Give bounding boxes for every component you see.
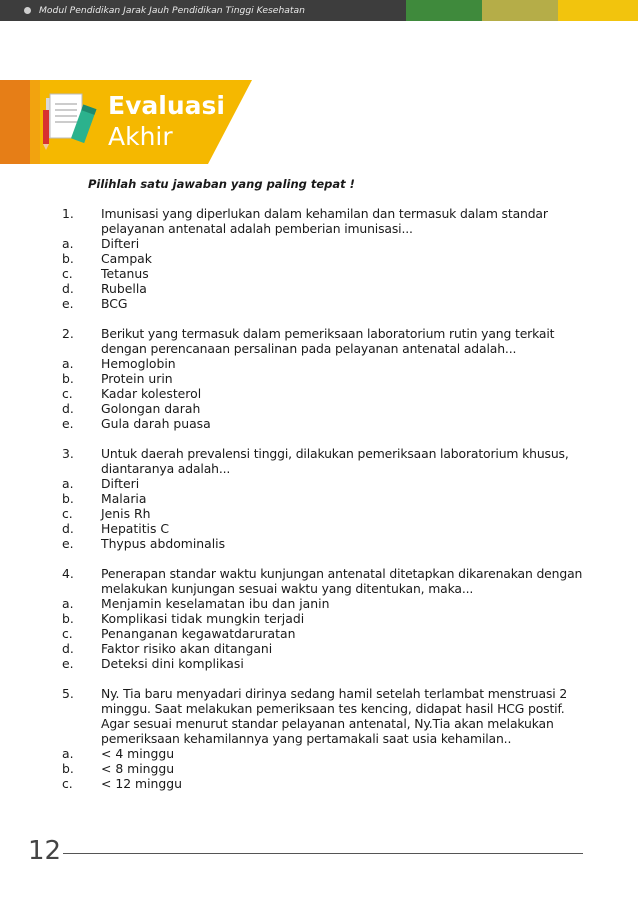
question-number: 4. [62,566,74,581]
question-4 [62,566,592,671]
header-bar [0,0,638,21]
option-item [62,401,592,416]
option-text: < 4 minggu [101,746,175,761]
option-text: Penanganan kegawatdaruratan [101,626,296,641]
option-text: Hepatitis C [101,521,170,536]
option-text: Protein urin [101,371,173,386]
option-text: Tetanus [101,266,149,281]
option-item [62,506,592,521]
banner-title: Evaluasi [108,91,225,120]
option-item [62,656,592,671]
question-number: 2. [62,326,74,341]
option-item [62,386,592,401]
option-item [62,641,592,656]
option-letter: c. [62,386,73,401]
option-letter: a. [62,746,74,761]
option-text: Faktor risiko akan ditangani [101,641,273,656]
question-list [62,206,592,806]
option-letter: a. [62,596,74,611]
option-item [62,596,592,611]
option-item [62,611,592,626]
option-text: < 12 minggu [101,776,182,791]
question-stem [62,446,592,476]
option-letter: a. [62,476,74,491]
option-letter: c. [62,776,73,791]
question-stem [62,326,592,356]
question-text: Imunisasi yang diperlukan dalam kehamilan dan termasuk dalam standar pelayanan antenatal adalah pemberian imunisasi... [101,206,548,236]
option-text: Malaria [101,491,147,506]
question-number: 5. [62,686,74,701]
option-letter: c. [62,626,73,641]
option-item [62,746,592,761]
option-item [62,236,592,251]
option-item [62,296,592,311]
question-5 [62,686,592,791]
option-text: Menjamin keselamatan ibu dan janin [101,596,330,611]
option-item [62,371,592,386]
option-item [62,491,592,506]
option-text: Jenis Rh [101,506,151,521]
question-text: Untuk daerah prevalensi tinggi, dilakukan pemeriksaan laboratorium khusus, diantaranya adalah... [101,446,569,476]
option-item [62,776,592,791]
header-olive-segment [482,0,558,21]
page-number: 12 [28,836,62,866]
banner-subtitle: Akhir [108,122,173,151]
option-item [62,536,592,551]
option-letter: b. [62,611,74,626]
option-item [62,356,592,371]
question-number: 3. [62,446,74,461]
option-text: Rubella [101,281,147,296]
question-number: 1. [62,206,74,221]
option-item [62,251,592,266]
header-yellow-segment [558,0,638,21]
header-title: Modul Pendidikan Jarak Jauh Pendidikan Tinggi Kesehatan [39,5,305,16]
header-dark-segment [0,0,406,21]
option-letter: d. [62,401,74,416]
option-text: Hemoglobin [101,356,176,371]
option-letter: a. [62,356,74,371]
option-text: Golongan darah [101,401,201,416]
question-3 [62,446,592,551]
option-letter: d. [62,281,74,296]
option-letter: b. [62,251,74,266]
option-letter: e. [62,536,74,551]
option-text: Difteri [101,236,140,251]
option-letter: d. [62,641,74,656]
option-item [62,281,592,296]
option-letter: e. [62,296,74,311]
option-text: BCG [101,296,128,311]
option-letter: a. [62,236,74,251]
option-text: Komplikasi tidak mungkin terjadi [101,611,305,626]
document-pencil-icon [40,90,100,154]
option-text: Deteksi dini komplikasi [101,656,244,671]
option-text: Kadar kolesterol [101,386,202,401]
question-2 [62,326,592,431]
option-letter: e. [62,416,74,431]
instruction-text: Pilihlah satu jawaban yang paling tepat ! [88,177,355,191]
option-text: Difteri [101,476,140,491]
question-stem [62,206,592,236]
option-item [62,626,592,641]
option-text: < 8 minggu [101,761,175,776]
option-letter: b. [62,491,74,506]
option-letter: b. [62,371,74,386]
option-letter: c. [62,506,73,521]
option-letter: c. [62,266,73,281]
bullet-dot-icon [24,7,31,14]
footer-divider [63,853,583,854]
header-green-segment [406,0,482,21]
question-text: Berikut yang termasuk dalam pemeriksaan laboratorium rutin yang terkait dengan perencanaan persalinan pada pelayanan antenatal adalah... [101,326,555,356]
option-text: Gula darah puasa [101,416,211,431]
option-text: Campak [101,251,152,266]
option-text: Thypus abdominalis [101,536,226,551]
option-item [62,476,592,491]
question-stem [62,566,592,596]
option-item [62,761,592,776]
question-text: Penerapan standar waktu kunjungan antenatal ditetapkan dikarenakan dengan melakukan kunjungan sesuai waktu yang ditentukan, maka... [101,566,583,596]
option-item [62,416,592,431]
question-text: Ny. Tia baru menyadari dirinya sedang hamil setelah terlambat menstruasi 2 minggu. Saat melakukan pemeriksaan tes kencing, didapat hasil HCG postif. Agar sesuai menurut standar pelayanan antenatal, Ny.Tia akan melakukan pemeriksaan kehamilannya yang pertamakali saat usia kehamilan.. [101,686,568,746]
option-item [62,521,592,536]
option-letter: d. [62,521,74,536]
option-item [62,266,592,281]
question-1 [62,206,592,311]
question-stem [62,686,592,746]
option-letter: e. [62,656,74,671]
option-letter: b. [62,761,74,776]
